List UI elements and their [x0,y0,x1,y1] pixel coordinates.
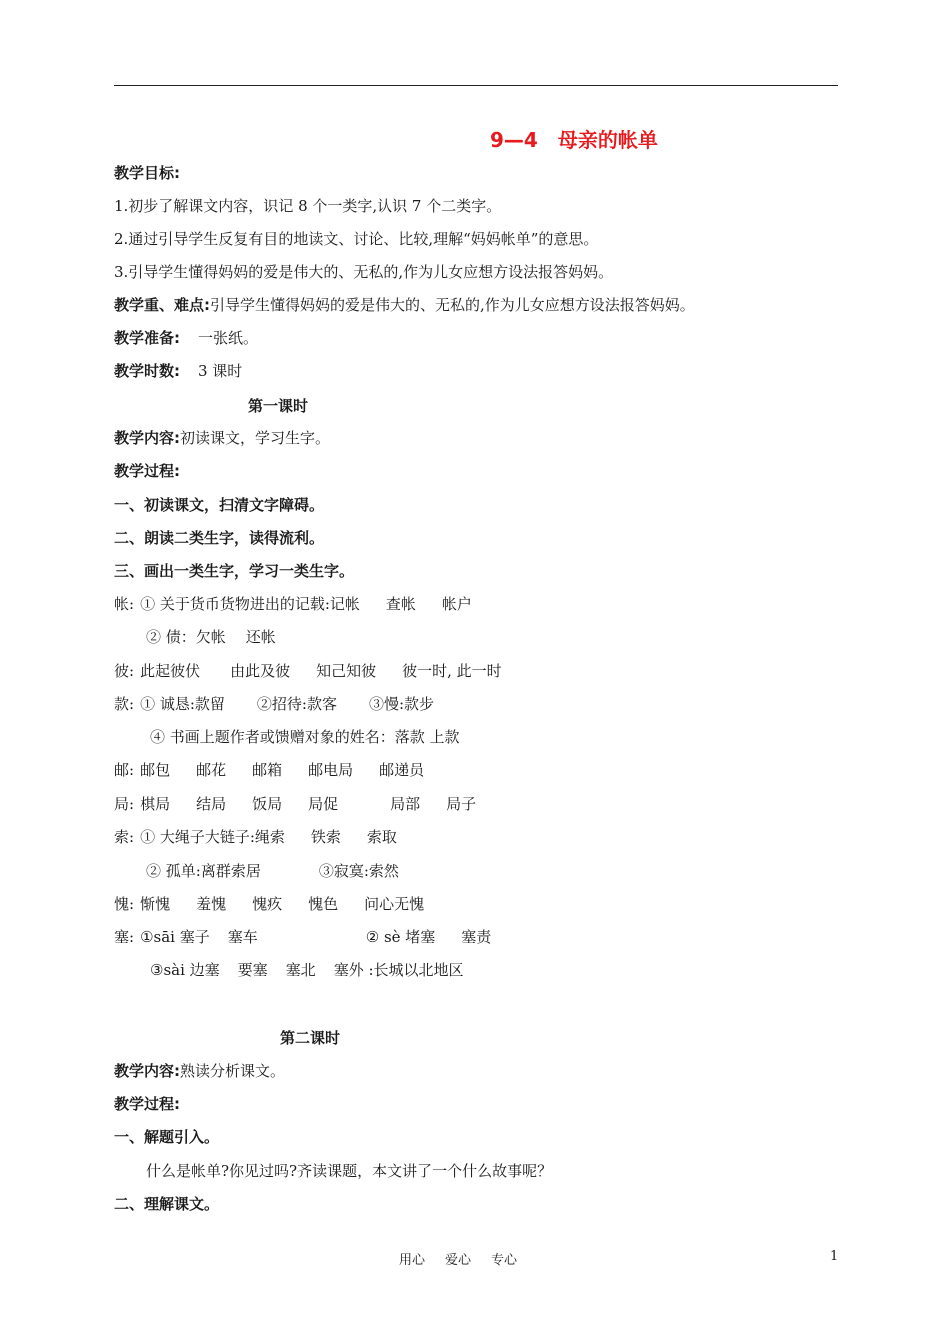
char-entry: ③慢:款步 [368,695,435,713]
char-entry: 棋局 [140,795,171,813]
header-rule [114,85,838,86]
lesson1-process-label: 教学过程: [114,462,180,480]
char-kuan-line-1 [114,694,434,714]
hours-text: 3 课时 [198,362,243,380]
objective-2: 2.通过引导学生反复有目的地读文、讨论、比较,理解“妈妈帐单”的意思。 [114,230,599,248]
char-entry: 索取 [366,828,397,846]
char-bi-line [114,661,502,681]
key-points-text: 引导学生懂得妈妈的爱是伟大的、无私的,作为儿女应想方设法报答妈妈。 [210,296,695,314]
char-entry: 查帐 [385,595,416,613]
char-entry: 还帐 [245,628,276,646]
char-entry: 塞外 :长城以北地区 [333,961,464,979]
char-entry: 饭局 [252,795,283,813]
motto-word: 爱心 [445,1253,472,1268]
objectives-label: 教学目标: [114,164,180,182]
key-points [114,295,695,315]
char-entry: 局部 [390,795,421,813]
char-entry: 铁索 [310,828,341,846]
char-label: 彼: [114,662,135,680]
char-entry: 邮电局 [308,761,354,779]
char-entry: 邮箱 [252,761,283,779]
char-entry: 羞愧 [196,895,227,913]
char-label: 索: [114,828,135,846]
char-kuan-line-2: ④ 书画上题作者或馈赠对象的姓名：落款 上款 [150,728,460,746]
char-entry: 由此及彼 [230,662,291,680]
page-title [490,124,658,153]
preparation [114,328,258,348]
char-entry: 愧疚 [252,895,283,913]
motto-word: 专心 [491,1253,518,1268]
char-label: 邮: [114,761,135,779]
lesson1-step-2: 二、朗读二类生字，读得流利。 [114,529,325,547]
char-entry: 彼一时, 此一时 [402,662,502,680]
char-entry: ②招待:款客 [256,695,337,713]
char-entry: ① 关于货币货物进出的记载:记帐 [140,595,360,613]
prep-text: 一张纸。 [198,329,259,347]
char-entry: 邮花 [196,761,227,779]
char-sai-line-1 [114,927,491,947]
lesson2-content-label: 教学内容: [114,1062,180,1080]
lesson1-content-text: 初读课文，学习生字。 [180,429,331,447]
char-entry: 帐户 [441,595,472,613]
char-entry: 问心无愧 [364,895,425,913]
lesson2-step-1-text: 什么是帐单?你见过吗?齐读课题，本文讲了一个什么故事呢？ [146,1162,553,1180]
prep-label: 教学准备: [114,329,180,347]
char-ju-line [114,794,476,814]
char-entry: ①sāi 塞子 [140,928,210,946]
char-entry: 塞北 [285,961,316,979]
lesson2-step-2: 二、理解课文。 [114,1195,220,1213]
char-entry: 局促 [308,795,339,813]
lesson-number: 9—4 [490,128,538,152]
char-entry: 愧色 [308,895,339,913]
hours [114,361,242,381]
lesson2-content [114,1061,285,1081]
char-entry: ③寂寞:索然 [318,862,399,880]
char-entry: ② 孤单:离群索居 [146,862,261,880]
lesson1-step-1: 一、初读课文，扫清文字障碍。 [114,496,325,514]
lesson1-step-3: 三、画出一类生字，学习一类生字。 [114,562,355,580]
char-entry: 结局 [196,795,227,813]
char-label: 帐: [114,595,135,613]
char-entry: 此起彼伏 [140,662,201,680]
lesson1-content-label: 教学内容: [114,429,180,447]
char-entry: 塞责 [461,928,492,946]
char-suo-line-1 [114,827,397,847]
char-entry: 邮包 [140,761,171,779]
char-entry: 惭愧 [140,895,171,913]
lesson-title: 母亲的帐单 [557,128,658,152]
key-points-label: 教学重、难点: [114,296,210,314]
char-entry: 塞车 [227,928,258,946]
lesson2-content-text: 熟读分析课文。 [180,1062,286,1080]
char-entry: ① 诚恳:款留 [140,695,225,713]
objective-3: 3.引导学生懂得妈妈的爱是伟大的、无私的,作为儿女应想方设法报答妈妈。 [114,263,614,281]
lesson1-content [114,428,330,448]
char-label: 塞: [114,928,135,946]
char-entry: 要塞 [237,961,268,979]
page-number: 1 [830,1249,839,1264]
char-label: 愧: [114,895,135,913]
char-entry: 知己知彼 [316,662,377,680]
char-zhang-line-2 [146,627,276,647]
char-kui-line [114,894,424,914]
motto-word: 用心 [399,1253,426,1268]
char-you-line [114,760,424,780]
lesson2-process-label: 教学过程: [114,1095,180,1113]
char-entry: 局子 [446,795,477,813]
lesson2-step-1: 一、解题引入。 [114,1128,220,1146]
lesson2-heading: 第二课时 [280,1029,341,1047]
char-entry: 邮递员 [379,761,425,779]
lesson1-heading: 第一课时 [248,397,309,415]
char-entry: ① 大绳子大链子:绳索 [140,828,285,846]
char-label: 局: [114,795,135,813]
char-label: 款: [114,695,135,713]
char-zhang-line-1 [114,594,472,614]
char-suo-line-2 [146,861,399,881]
hours-label: 教学时数: [114,362,180,380]
char-entry: ② sè 堵塞 [365,928,436,946]
objective-1: 1.初步了解课文内容，识记 8 个一类字,认识 7 个二类字。 [114,197,502,215]
char-entry: ② 债：欠帐 [146,628,226,646]
char-sai-line-2 [150,960,464,980]
char-entry: ③sài 边塞 [150,961,220,979]
footer-motto [399,1249,517,1268]
